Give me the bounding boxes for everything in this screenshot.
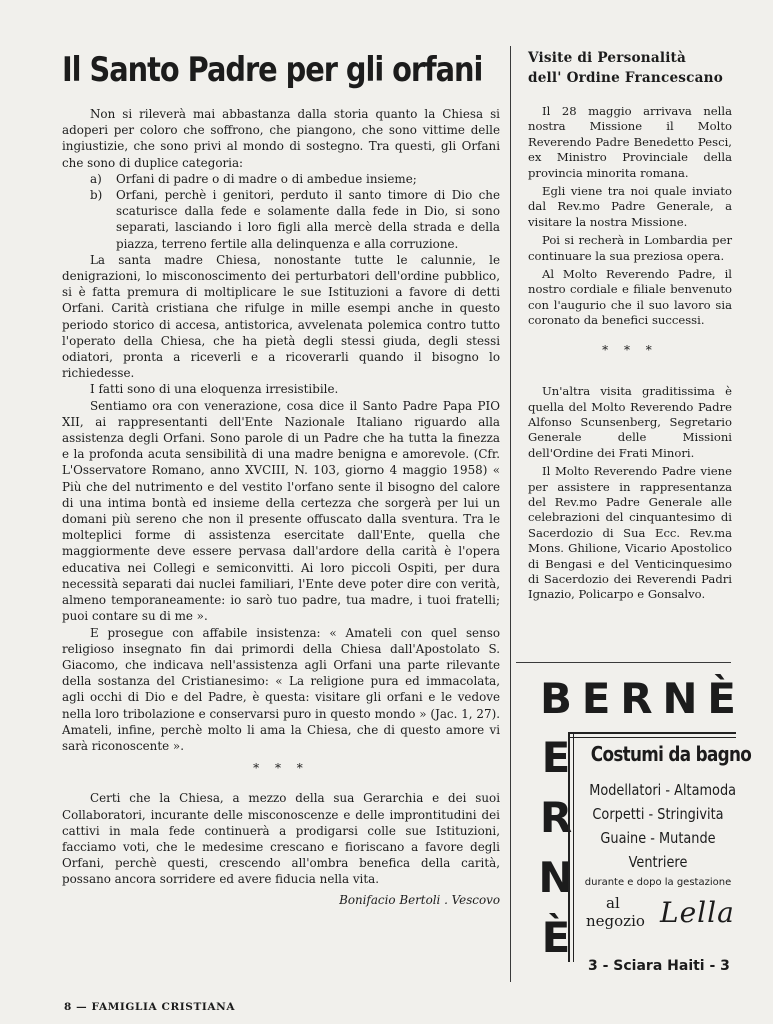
sidebar-paragraph: Al Molto Reverendo Padre, il nostro cordiale e filiale benvenuto con l'augurio che il suo lavoro sia coronato da benefici successi. [528, 267, 732, 328]
page-footer: 8 — FAMIGLIA CRISTIANA [64, 1001, 236, 1013]
article-paragraph: E prosegue con affabile insistenza: « Amateli con quel senso religioso insegnato fin dai primordi della Chiesa dall'Apostolato S. Giacomo, che indicava nell'assistenza agli Orfani una parte rilevante della sostanza del Cristianesimo: « La religione pura ed immacolata, agli occhi di Dio e del Padre, è questa: visitare gli orfani e le vedove nella loro tribolazione e conservarsi puro in questo mondo » (Jac. 1, 27). Amateli, infine, perchè molto li ama la Chiesa, che di questo amore vi sarà riconoscente ». [62, 625, 500, 753]
list-item-text: Orfani di padre o di madre o di ambedue insieme; [116, 171, 417, 186]
ad-brand-horizontal [540, 676, 736, 722]
sidebar-paragraph: Il 28 maggio arrivava nella nostra Missione il Molto Reverendo Padre Benedetto Pesci, ex Ministro Provinciale della provincia minorita romana. [528, 104, 732, 180]
list-item-text: Orfani, perchè i genitori, perduto il santo timore di Dio che scaturisce dalla fede e solamente dalla fede in Dio, si sono separati, lasciando i loro figli alla mercè della strada e della piazza, terreno fertile alla delinquenza e alla corruzione. [116, 188, 500, 251]
article-paragraph: I fatti sono di una eloquenza irresistibile. [90, 382, 339, 397]
brand-letter: È [541, 913, 571, 962]
article-paragraph: Sentiamo ora con venerazione, cosa dice il Santo Padre Papa PIO XII, ai rappresentanti dell'Ente Nazionale Italiano riguardo alla assistenza degli Orfani. Sono parole di un Padre che ha tutta la finezza e la profonda acuta sensibilità di una madre benigna e amorevole. (Cfr. L'Osservatore Romano, anno XVCIII, N. 103, giorno 4 maggio 1958) « Più che del nutrimento e del vestito l'orfano sente il bisogno del calore di una intima bontà ed insieme della certezza che sorgerà per lui un domani più sereno che non il presente offuscato dalla sventura. Tra le molteplici forme di assistenza esercitate dall'Ente, quella che maggiormente deve essere pervasa dall'ardore della carità è l'opera educativa nei Collegi e semiconvitti. Ai loro piccoli Ospiti, per dura necessità separati dai nuclei familiari, l'Ente deve poter dire con verità, almeno temporaneamente: io sarò tuo padre, tua madre, i tuoi fratelli; puoi contare su di me ». [62, 398, 500, 624]
brand-letter: E [541, 733, 571, 782]
brand-letter: R [539, 793, 573, 842]
article-title: Il Santo Padre per gli orfani [62, 50, 483, 89]
brand-letter: E [581, 674, 611, 723]
ad-shop-prefix: al [606, 894, 620, 912]
ad-content [578, 740, 752, 890]
article-column [62, 48, 500, 908]
ad-product: Guaine - Mutande [600, 829, 716, 847]
advertisement [536, 668, 752, 980]
sidebar-paragraph: Un'altra visita graditissima è quella del Molto Reverendo Padre Alfonso Scunsenberg, Segretario Generale delle Missioni dell'Ordine dei Frati Minori. [528, 384, 732, 460]
sidebar-title [528, 48, 732, 88]
ad-frame-line [568, 732, 736, 738]
section-divider-stars: * * * [602, 342, 658, 357]
article-paragraph: La santa madre Chiesa, nonostante tutte le calunnie, le denigrazioni, lo misconoscimento dei perturbatori dell'ordine pubblico, si è fatta premura di moltiplicare le sue Istituzioni a favore di detti Orfani. Carità cristiana che rifulge in mille esempi anche in questo periodo storico di accesa, antistorica, avvelenata polemica contro tutto l'operato della Chiesa, che ha pietà degli stessi giuda, degli stessi odiatori, pronta a riceverli e a ricoverarli quando il bisogno lo richiedesse. [62, 252, 500, 381]
brand-letter: B [540, 674, 573, 723]
article-body [62, 106, 500, 908]
brand-letter: N [538, 853, 574, 902]
list-marker: b) [90, 188, 103, 203]
sidebar-paragraph: Il Molto Reverendo Padre viene per assistere in rappresentanza del Rev.mo Padre Generale alle celebrazioni del cinquantesimo di Sacerdozio di Sua Ecc. Rev.ma Mons. Ghilione, Vicario Apostolico di Bengasi e del Venticinquesimo di Sacerdozio dei Reverendi Padri Ignazio, Policarpo e Gonsalvo. [528, 464, 732, 602]
section-divider-stars: * * * [253, 761, 309, 776]
list-item [62, 187, 500, 252]
ad-product: Modellatori - Altamoda [589, 781, 737, 799]
ad-frame-line [568, 732, 574, 962]
brand-letter: R [620, 674, 653, 723]
ad-address: 3 - Sciara Haiti - 3 [588, 958, 730, 974]
ad-note: durante e dopo la gestazione [584, 877, 732, 888]
ad-product: Ventriere [628, 853, 688, 871]
brand-letter: N [662, 674, 698, 723]
list-item [62, 171, 500, 187]
article-intro: Non si rileverà mai abbastanza dalla storia quanto la Chiesa si adoperi per coloro che soffrono, che piangono, che sono vittime delle ingiustizie, che sono privi al mondo di sostegno. Tra questi, gli Orfani che sono di duplice categoria: [62, 107, 500, 170]
sidebar-paragraph: Egli viene tra noi quale inviato dal Rev.mo Padre Generale, a visitare la nostra Missione. [528, 184, 732, 229]
brand-letter: È [707, 674, 736, 723]
sidebar-column [528, 48, 732, 603]
orphan-categories-list [62, 171, 500, 252]
ad-shop-name: Lella [660, 896, 735, 929]
ad-shop-label: negozio [586, 912, 645, 930]
ad-headline: Costumi da bagno [590, 742, 752, 766]
ad-product: Corpetti - Stringivita [592, 805, 724, 823]
ad-shop [586, 894, 736, 934]
article-paragraph: Certi che la Chiesa, a mezzo della sua Gerarchia e dei suoi Collaboratori, incurante delle misconoscenze e delle improntitudini dei cattivi in mala fede continuerà a prodigarsi colle sue Istituzioni, facciamo voti, che le medesime crescano e fioriscano a favore degli Orfani, perchè questi, crescendo all'ombra benefica della carità, possano ancora sorridere ed avere fiducia nella vita. [62, 791, 500, 887]
ad-divider [516, 662, 731, 663]
sidebar-title-line: Visite di Personalità [528, 50, 687, 66]
sidebar-body [528, 104, 732, 603]
column-divider [510, 46, 511, 982]
sidebar-title-line: dell' Ordine Francescano [528, 70, 723, 86]
article-signature: Bonifacio Bertoli . Vescovo [339, 892, 500, 907]
list-marker: a) [90, 171, 102, 186]
sidebar-paragraph: Poi si recherà in Lombardia per continuare la sua preziosa opera. [528, 233, 732, 263]
